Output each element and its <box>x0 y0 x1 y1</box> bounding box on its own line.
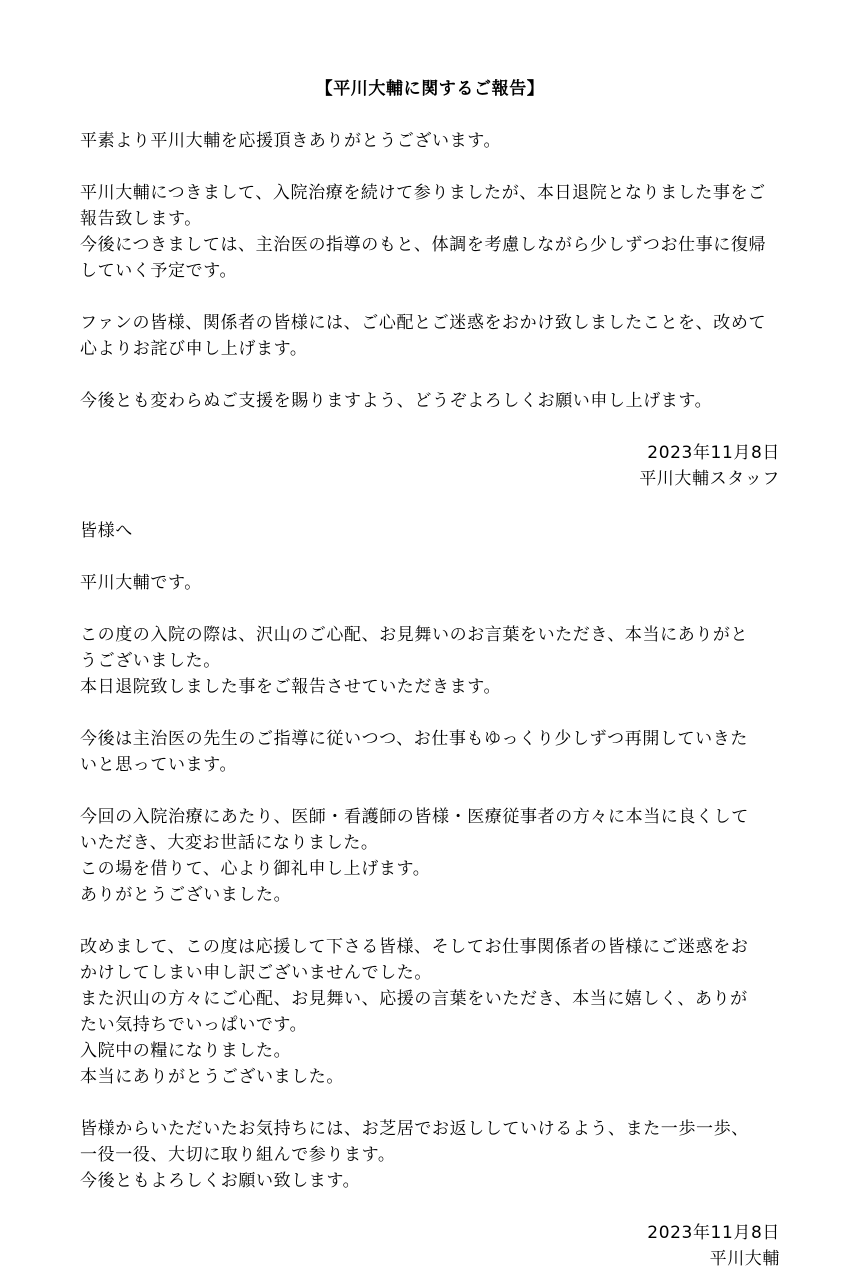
staff-para2-line: ファンの皆様、関係者の皆様には、ご心配とご迷惑をおかけ致しましたことを、改めて <box>80 313 767 333</box>
personal-para1-line: うございました。 <box>80 651 221 671</box>
personal-para1-line: この度の入院の際は、沢山のご心配、お見舞いのお言葉をいただき、本当にありがと <box>80 625 749 645</box>
personal-para5-line: 今後ともよろしくお願い致します。 <box>80 1171 361 1191</box>
staff-para2-line: 心よりお詫び申し上げます。 <box>80 339 308 359</box>
staff-para1-line: 報告致します。 <box>80 209 202 229</box>
spacer <box>80 492 780 518</box>
personal-para4-line: 本当にありがとうございました。 <box>80 1067 344 1087</box>
spacer <box>80 908 780 934</box>
personal-para1-line: 本日退院致しました事をご報告させていただきます。 <box>80 677 502 697</box>
staff-para1-line: していく予定です。 <box>80 261 238 281</box>
spacer <box>80 778 780 804</box>
spacer <box>80 596 780 622</box>
spacer <box>80 362 780 388</box>
staff-signature: 平川大輔スタッフ <box>639 469 780 489</box>
spacer <box>80 700 780 726</box>
personal-para2-line: いと思っています。 <box>80 755 238 775</box>
spacer <box>80 154 780 180</box>
staff-para3: 今後とも変わらぬご支援を賜りますよう、どうぞよろしくお願い申し上げます。 <box>80 391 713 411</box>
spacer <box>80 284 780 310</box>
personal-para4-line: かけしてしまい申し訳ございませんでした。 <box>80 963 432 983</box>
personal-salutation: 皆様へ <box>80 521 133 541</box>
personal-para3-line: 今回の入院治療にあたり、医師・看護師の皆様・医療従事者の方々に本当に良くして <box>80 807 749 827</box>
spacer <box>80 1090 780 1116</box>
staff-para1-line: 平川大輔につきまして、入院治療を続けて参りましたが、本日退院となりました事をご <box>80 183 766 203</box>
spacer <box>80 1194 780 1220</box>
personal-intro: 平川大輔です。 <box>80 573 202 593</box>
personal-para4-line: 改めまして、この度は応援して下さる皆様、そしてお仕事関係者の皆様にご迷惑をお <box>80 937 749 957</box>
personal-para2-line: 今後は主治医の先生のご指導に従いつつ、お仕事もゆっくり少しずつ再開していきた <box>80 729 748 749</box>
spacer <box>80 414 780 440</box>
staff-date: 2023年11月8日 <box>647 443 780 463</box>
personal-para4-line: 入院中の糧になりました。 <box>80 1041 292 1061</box>
personal-para3-line: いただき、大変お世話になりました。 <box>80 833 379 853</box>
personal-para5-line: 皆様からいただいたお気持ちには、お芝居でお返ししていけるよう、また一歩一歩、 <box>80 1119 749 1139</box>
personal-para4-line: たい気持ちでいっぱいです。 <box>80 1015 308 1035</box>
spacer <box>80 102 780 128</box>
personal-signature: 平川大輔 <box>709 1249 780 1269</box>
personal-para5-line: 一役一役、大切に取り組んで参ります。 <box>80 1145 396 1165</box>
personal-para4-line: また沢山の方々にご心配、お見舞い、応援の言葉をいただき、本当に嬉しく、ありが <box>80 989 748 1009</box>
personal-para3-line: ありがとうございました。 <box>80 885 292 905</box>
personal-date: 2023年11月8日 <box>647 1223 780 1243</box>
spacer <box>80 544 780 570</box>
staff-para1-line: 今後につきましては、主治医の指導のもと、体調を考慮しながら少しずつお仕事に復帰 <box>80 235 767 255</box>
document-title: 【平川大輔に関するご報告】 <box>315 79 545 99</box>
document-content <box>80 76 780 1272</box>
staff-greeting: 平素より平川大輔を応援頂きありがとうございます。 <box>80 131 502 151</box>
personal-para3-line: この場を借りて、心より御礼申し上げます。 <box>80 859 431 879</box>
